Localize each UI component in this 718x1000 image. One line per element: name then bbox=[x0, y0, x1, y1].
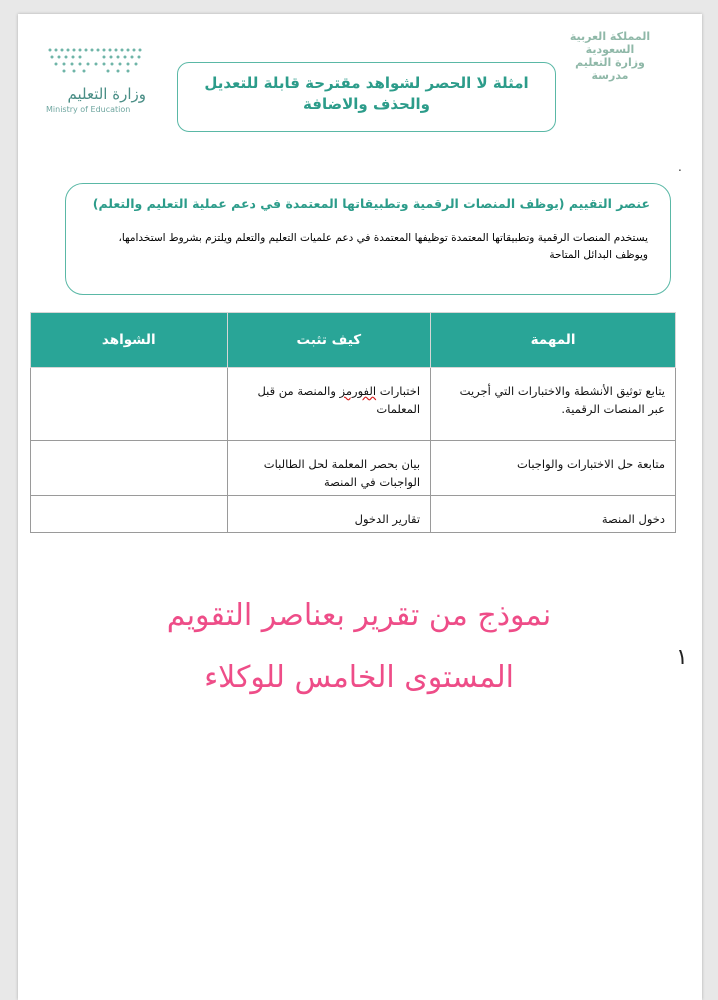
spellcheck-word: الفورمز bbox=[339, 384, 377, 398]
dot-mark: . bbox=[678, 160, 682, 174]
table-row bbox=[31, 368, 676, 441]
title-box bbox=[177, 62, 556, 132]
overlay-subtitle: المستوى الخامس للوكلاء bbox=[204, 660, 514, 695]
overlay-title: نموذج من تقرير بعناصر التقويم bbox=[166, 598, 552, 633]
header-how: كيف تثبت bbox=[227, 313, 431, 368]
header-info bbox=[545, 30, 675, 82]
evidence-cell bbox=[31, 496, 228, 533]
task-cell: يتابع توثيق الأنشطة والاختبارات التي أجريت عبر المنصات الرقمية. bbox=[431, 368, 676, 441]
title-line-1: امثلة لا الحصر لشواهد مقترحة قابلة للتعديل bbox=[204, 74, 529, 92]
title-line-2: والحذف والاضافة bbox=[303, 95, 430, 113]
table-header-row bbox=[31, 313, 676, 368]
header-task: المهمة bbox=[431, 313, 676, 368]
page-number-mark: ١ bbox=[676, 645, 688, 670]
table-row bbox=[31, 441, 676, 496]
logo-arabic-text: وزارة التعليم bbox=[67, 85, 146, 103]
how-cell: بيان بحصر المعلمة لحل الطالبات الواجبات في المنصة bbox=[227, 441, 431, 496]
table-row bbox=[31, 496, 676, 533]
task-cell: دخول المنصة bbox=[431, 496, 676, 533]
school-label: مدرسة bbox=[591, 69, 629, 82]
element-desc-line-1: يستخدم المنصات الرقمية وتطبيقاتها المعتمدة توظيفها المعتمدة في دعم علميات التعليم والتعلم ويلتزم بشروط استخدامها، bbox=[118, 232, 648, 244]
how-cell bbox=[227, 368, 431, 441]
element-desc-line-2: ويوظف البدائل المتاحة bbox=[549, 249, 648, 261]
kingdom-label: المملكة العربية السعودية bbox=[569, 30, 651, 56]
how-text-pre: اختبارات bbox=[376, 384, 421, 398]
ministry-label: وزارة التعليم bbox=[575, 56, 645, 69]
header-evidence: الشواهد bbox=[31, 313, 228, 368]
how-text-post: والمنصة من قبل المعلمات bbox=[257, 384, 421, 416]
task-cell: متابعة حل الاختبارات والواجبات bbox=[431, 441, 676, 496]
element-description bbox=[88, 230, 648, 264]
logo-english-text: Ministry of Education bbox=[46, 105, 131, 114]
how-cell: تقارير الدخول bbox=[227, 496, 431, 533]
evidence-cell bbox=[31, 441, 228, 496]
page-title bbox=[178, 73, 555, 115]
evidence-table bbox=[30, 312, 676, 533]
evidence-cell bbox=[31, 368, 228, 441]
element-title: عنصر التقييم (يوظف المنصات الرقمية وتطبيقاتها المعتمدة في دعم عملية التعليم والتعلم) bbox=[92, 196, 650, 211]
evaluation-element-box bbox=[65, 183, 671, 295]
